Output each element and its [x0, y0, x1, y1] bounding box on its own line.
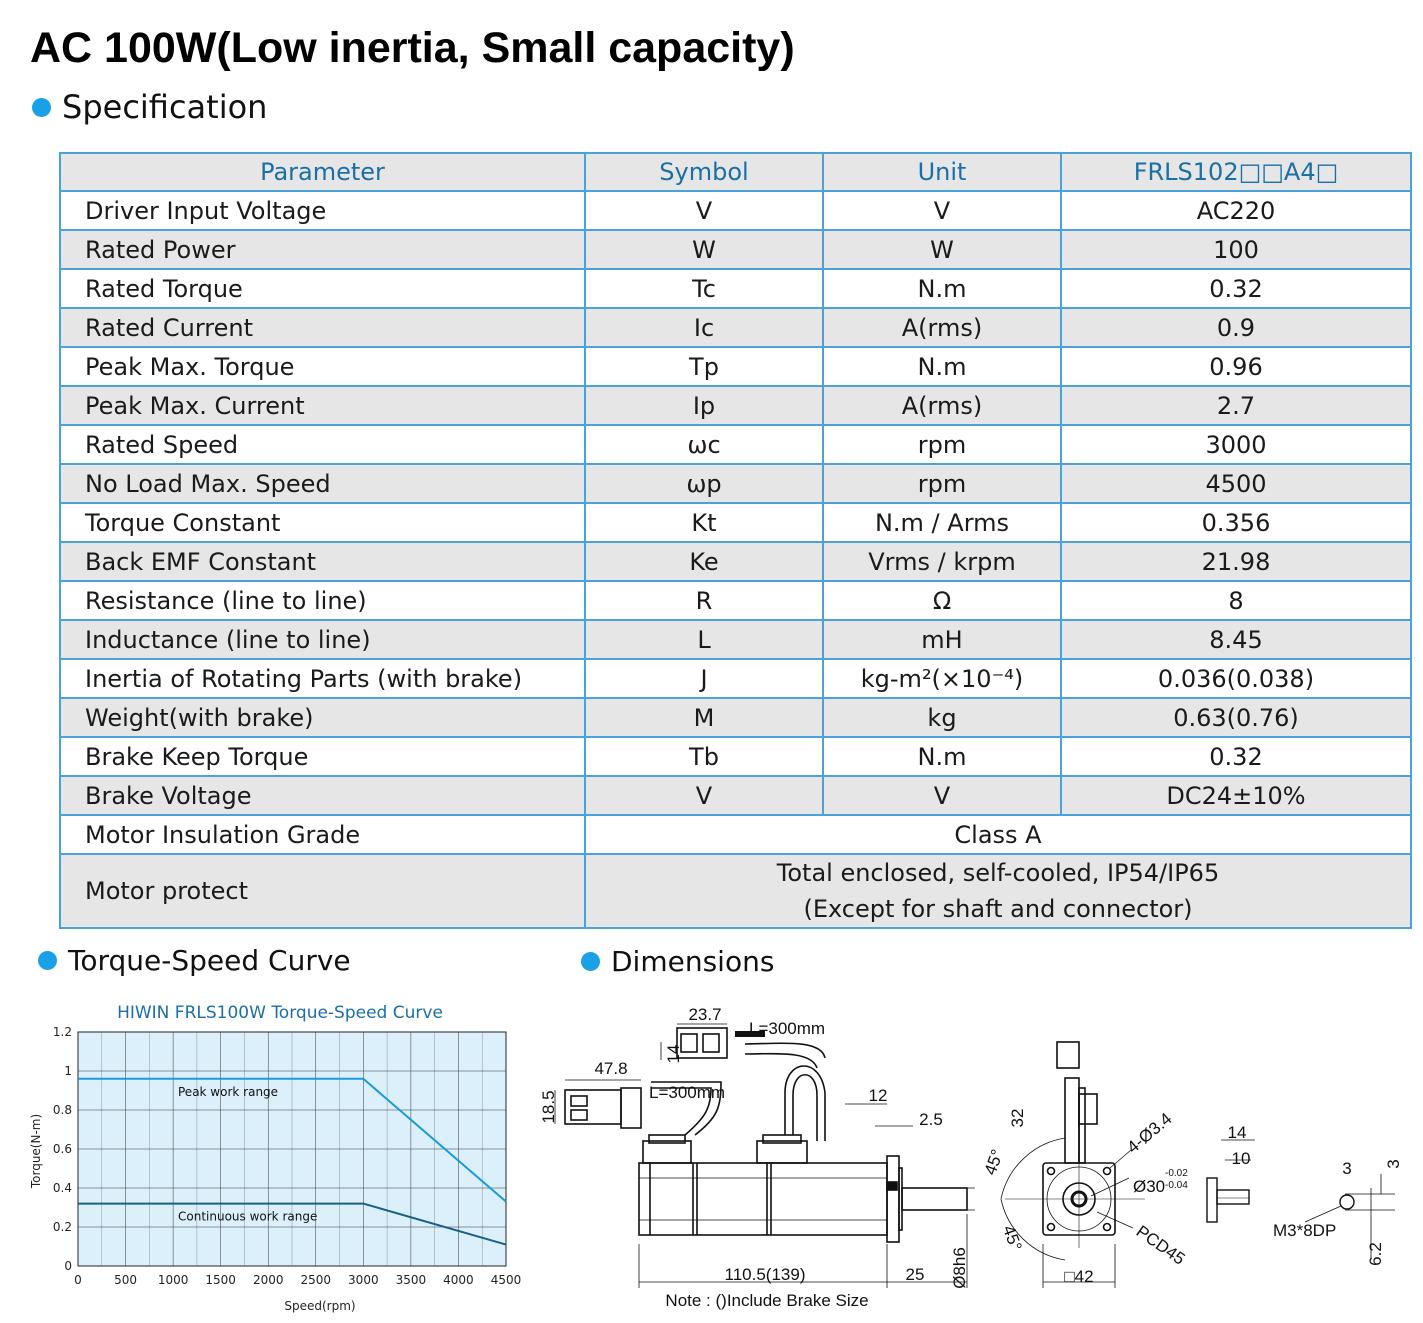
- motor-front-view: [998, 1042, 1145, 1288]
- cell-param: Weight(with brake): [60, 698, 585, 737]
- table-row: [60, 347, 1411, 386]
- dim-32: 32: [1008, 1108, 1027, 1128]
- dim-pilot-tol-upper: -0.02: [1165, 1168, 1188, 1179]
- x-tick-label: 4000: [443, 1273, 474, 1287]
- dim-thread: M3*8DP: [1273, 1221, 1337, 1240]
- cell-symbol: Tp: [585, 347, 823, 386]
- cell-unit: A(rms): [823, 386, 1061, 425]
- table-row: [60, 503, 1411, 542]
- dim-shaft-dia: Ø8h6: [950, 1247, 969, 1289]
- table-row: [60, 464, 1411, 503]
- cell-param: Peak Max. Torque: [60, 347, 585, 386]
- cell-value: 0.356: [1061, 503, 1411, 542]
- protect-line-1: Total enclosed, self-cooled, IP54/IP65: [776, 859, 1220, 887]
- x-tick-label: 4500: [490, 1273, 522, 1287]
- cell-symbol: V: [585, 776, 823, 815]
- x-tick-label: 1500: [205, 1273, 236, 1287]
- table-row: [60, 386, 1411, 425]
- dim-23-7: 23.7: [688, 1005, 722, 1024]
- cell-value: 0.32: [1061, 269, 1411, 308]
- x-tick-label: 3500: [395, 1273, 427, 1287]
- dim-18-5: 18.5: [539, 1090, 558, 1124]
- cell-value: 0.9: [1061, 308, 1411, 347]
- cell-value: [585, 854, 1411, 928]
- section-dimensions-label: Dimensions: [611, 945, 775, 978]
- x-tick-label: 3000: [348, 1273, 379, 1287]
- cell-symbol: Ke: [585, 542, 823, 581]
- table-row: [60, 659, 1411, 698]
- section-specification-label: Specification: [62, 88, 268, 126]
- cell-symbol: ωc: [585, 425, 823, 464]
- section-torque-speed-label: Torque-Speed Curve: [68, 944, 351, 977]
- table-row: [60, 542, 1411, 581]
- cell-value: 2.7: [1061, 386, 1411, 425]
- table-row: [60, 854, 1411, 928]
- cell-param: No Load Max. Speed: [60, 464, 585, 503]
- dim-14: 14: [664, 1044, 683, 1064]
- cell-value: 0.63(0.76): [1061, 698, 1411, 737]
- page-title: AC 100W(Low inertia, Small capacity): [30, 24, 795, 72]
- dim-key-14: 14: [1227, 1123, 1247, 1142]
- cell-value: 100: [1061, 230, 1411, 269]
- y-tick-label: 0.8: [52, 1103, 72, 1117]
- cell-value: 0.96: [1061, 347, 1411, 386]
- cell-value: 4500: [1061, 464, 1411, 503]
- cell-value: 8: [1061, 581, 1411, 620]
- dim-2-5: 2.5: [919, 1110, 943, 1129]
- cell-unit: rpm: [823, 425, 1061, 464]
- cell-param: Motor Insulation Grade: [60, 815, 585, 854]
- cell-symbol: Tb: [585, 737, 823, 776]
- dimension-note: Note : ()Include Brake Size: [665, 1291, 869, 1310]
- dim-angle-top: 45°: [980, 1146, 1008, 1178]
- table-row: [60, 698, 1411, 737]
- cell-param: Inductance (line to line): [60, 620, 585, 659]
- dim-25: 25: [905, 1265, 925, 1284]
- table-row: [60, 815, 1411, 854]
- table-row: [60, 620, 1411, 659]
- cell-symbol: M: [585, 698, 823, 737]
- table-row: [60, 269, 1411, 308]
- table-row: [60, 308, 1411, 347]
- cell-param: Rated Torque: [60, 269, 585, 308]
- dim-pcd: PCD45: [1132, 1221, 1189, 1269]
- chart-title: HIWIN FRLS100W Torque-Speed Curve: [117, 1003, 443, 1023]
- cell-param: Rated Current: [60, 308, 585, 347]
- cell-param: Brake Voltage: [60, 776, 585, 815]
- cell-symbol: Ic: [585, 308, 823, 347]
- cell-symbol: ωp: [585, 464, 823, 503]
- dim-key-3b: 3: [1384, 1159, 1403, 1169]
- x-axis-label: Speed(rpm): [284, 1299, 356, 1313]
- section-torque-speed: [38, 944, 351, 977]
- cell-param: Rated Power: [60, 230, 585, 269]
- cell-unit: A(rms): [823, 308, 1061, 347]
- y-tick-label: 0.4: [52, 1181, 72, 1195]
- header-model: FRLS102□□A4□: [1061, 153, 1411, 191]
- y-tick-label: 0.6: [52, 1142, 72, 1156]
- torque-speed-chart: [28, 998, 528, 1320]
- table-row: [60, 776, 1411, 815]
- cell-param: Torque Constant: [60, 503, 585, 542]
- x-tick-label: 0: [74, 1273, 82, 1287]
- dim-key-10: 10: [1231, 1149, 1251, 1168]
- y-tick-label: 1: [64, 1064, 72, 1078]
- table-row: [60, 425, 1411, 464]
- cell-unit: N.m: [823, 737, 1061, 776]
- cell-unit: V: [823, 191, 1061, 230]
- bullet-icon: [581, 952, 600, 971]
- dim-holes: 4-Ø3.4: [1123, 1109, 1176, 1158]
- cell-value: 3000: [1061, 425, 1411, 464]
- dim-pilot-tol-lower: -0.04: [1165, 1180, 1188, 1191]
- cell-unit: rpm: [823, 464, 1061, 503]
- cell-param: Resistance (line to line): [60, 581, 585, 620]
- y-tick-label: 0.2: [52, 1220, 72, 1234]
- specification-table: [59, 152, 1412, 929]
- table-row: [60, 581, 1411, 620]
- cell-symbol: W: [585, 230, 823, 269]
- dim-12: 12: [868, 1086, 888, 1105]
- cell-param: Rated Speed: [60, 425, 585, 464]
- x-tick-label: 1000: [157, 1273, 189, 1287]
- table-row: [60, 737, 1411, 776]
- cell-value: AC220: [1061, 191, 1411, 230]
- y-axis-label: Torque(N-m): [29, 1113, 43, 1189]
- dim-pilot: Ø30: [1133, 1177, 1166, 1196]
- x-tick-label: 500: [114, 1273, 138, 1287]
- table-header-row: [60, 153, 1411, 191]
- bullet-icon: [38, 951, 57, 970]
- dim-cable-2: L=300mm: [649, 1083, 726, 1102]
- cell-param: Motor protect: [60, 854, 585, 928]
- cell-unit: N.m / Arms: [823, 503, 1061, 542]
- cell-param: Inertia of Rotating Parts (with brake): [60, 659, 585, 698]
- cell-param: Back EMF Constant: [60, 542, 585, 581]
- header-parameter: Parameter: [60, 153, 585, 191]
- series-label-0: Peak work range: [178, 1084, 279, 1099]
- cell-param: Driver Input Voltage: [60, 191, 585, 230]
- cell-unit: W: [823, 230, 1061, 269]
- cell-symbol: Tc: [585, 269, 823, 308]
- cell-unit: mH: [823, 620, 1061, 659]
- dim-cable-1: L=300mm: [749, 1019, 826, 1038]
- cell-unit: N.m: [823, 347, 1061, 386]
- cell-unit: N.m: [823, 269, 1061, 308]
- dim-47-8: 47.8: [594, 1059, 628, 1078]
- cell-value: DC24±10%: [1061, 776, 1411, 815]
- cell-unit: Ω: [823, 581, 1061, 620]
- cell-unit: V: [823, 776, 1061, 815]
- cell-symbol: Ip: [585, 386, 823, 425]
- dim-key-3a: 3: [1342, 1159, 1352, 1178]
- cell-param: Brake Keep Torque: [60, 737, 585, 776]
- dim-6-2: 6.2: [1366, 1242, 1385, 1266]
- y-tick-label: 0: [64, 1259, 72, 1273]
- header-symbol: Symbol: [585, 153, 823, 191]
- cell-value: 0.036(0.038): [1061, 659, 1411, 698]
- x-tick-label: 2500: [300, 1273, 332, 1287]
- cell-unit: kg: [823, 698, 1061, 737]
- series-label-1: Continuous work range: [178, 1209, 318, 1224]
- cell-symbol: V: [585, 191, 823, 230]
- header-unit: Unit: [823, 153, 1061, 191]
- cell-unit: Vrms / krpm: [823, 542, 1061, 581]
- cell-param: Peak Max. Current: [60, 386, 585, 425]
- cell-symbol: R: [585, 581, 823, 620]
- bullet-icon: [32, 98, 51, 117]
- cell-value: 8.45: [1061, 620, 1411, 659]
- cell-value: Class A: [585, 815, 1411, 854]
- protect-line-2: (Except for shaft and connector): [803, 895, 1193, 923]
- cell-symbol: L: [585, 620, 823, 659]
- cell-value: 21.98: [1061, 542, 1411, 581]
- y-tick-label: 1.2: [52, 1025, 72, 1039]
- section-specification: [32, 88, 267, 126]
- dim-angle-bottom: 45°: [998, 1222, 1026, 1254]
- cell-symbol: J: [585, 659, 823, 698]
- table-row: [60, 230, 1411, 269]
- table-row: [60, 191, 1411, 230]
- dim-square: □42: [1064, 1267, 1094, 1286]
- dim-body-length: 110.5(139): [724, 1265, 806, 1284]
- cell-unit: kg-m²(×10⁻⁴): [823, 659, 1061, 698]
- cell-symbol: Kt: [585, 503, 823, 542]
- x-tick-label: 2000: [252, 1273, 284, 1287]
- cell-value: 0.32: [1061, 737, 1411, 776]
- dimension-drawing: [535, 998, 1415, 1316]
- section-dimensions: [581, 945, 774, 978]
